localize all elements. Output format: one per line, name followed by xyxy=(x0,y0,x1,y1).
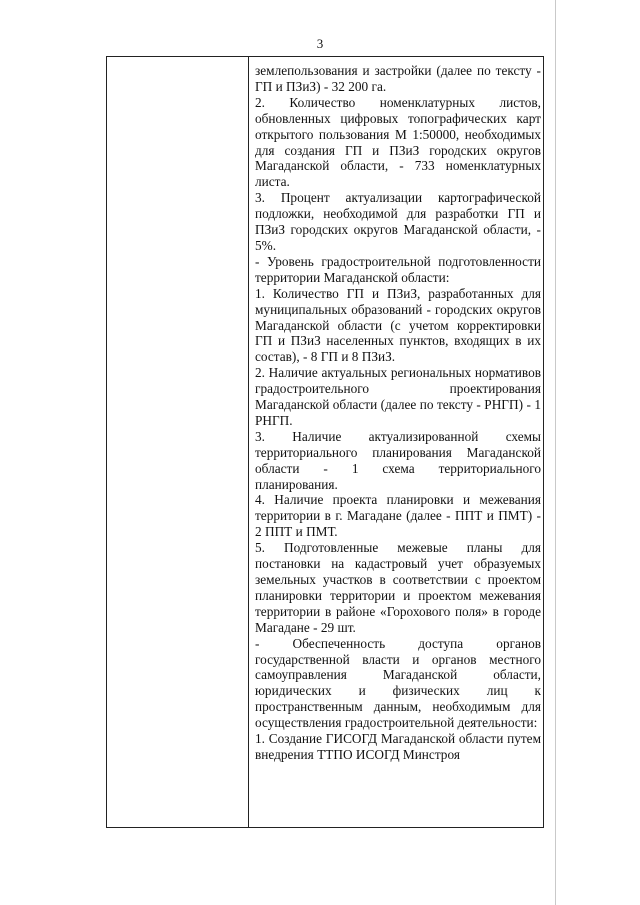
table-left-cell xyxy=(107,57,249,827)
document-table xyxy=(106,56,544,828)
page-number: 3 xyxy=(316,36,324,51)
paragraph-ppt-pmt: 4. Наличие проекта планировки и межевания территории в г. Магадане (далее - ППТ и ПМТ) - 2 ППТ и ПМТ. xyxy=(255,492,541,540)
paragraph-boundary-plans: 5. Подготовленные межевые планы для постановки на кадастровый учет образуемых земельных участков в соответствии с проектом планировки территории и проектом межевания территории в районе «Горохового поля» в городе Магадане - 29 шт. xyxy=(255,540,541,635)
paragraph-gisogd: 1. Создание ГИСОГД Магаданской области путем внедрения ТТПО ИСОГД Минстроя xyxy=(255,731,541,762)
paragraph-urban-readiness-heading: - Уровень градостроительной подготовленности территории Магаданской области: xyxy=(255,253,541,285)
table-right-cell xyxy=(255,63,541,763)
paragraph-land-use-area: землепользования и застройки (далее по тексту - ГП и ПЗиЗ) - 32 200 га. xyxy=(255,63,541,94)
paragraph-rngp: 2. Наличие актуальных региональных нормативов градостроительного проектирования Магаданской области (далее по тексту - РНГП) - 1 РНГП. xyxy=(255,365,541,428)
paragraph-gp-pziz-count: 1. Количество ГП и ПЗиЗ, разработанных для муниципальных образований - городских округов Магаданской области (с учетом корректировки ГП и ПЗиЗ населенных пунктов, входящих в их состав), - 8 ГП и 8 ПЗиЗ. xyxy=(255,285,541,365)
paragraph-basemap-update: 3. Процент актуализации картографической подложки, необходимой для разработки ГП и ПЗиЗ городских округов Магаданской области, - 5%. xyxy=(255,190,541,253)
scan-edge-line xyxy=(555,0,556,905)
paragraph-map-sheets: 2. Количество номенклатурных листов, обновленных цифровых топографических карт открытого пользования М 1:50000, необходимых для создания ГП и ПЗиЗ городских округов Магаданской области, - 733 номенклатурных листа. xyxy=(255,94,541,190)
paragraph-territorial-scheme: 3. Наличие актуализированной схемы территориального планирования Магаданской области - 1 схема территориального планирования. xyxy=(255,428,541,492)
paragraph-data-access-heading: - Обеспеченность доступа органов государственной власти и органов местного самоуправления Магаданской области, юридических и физических лиц к пространственным данным, необходимым для осуществления градостроительной деятельности: xyxy=(255,635,541,731)
